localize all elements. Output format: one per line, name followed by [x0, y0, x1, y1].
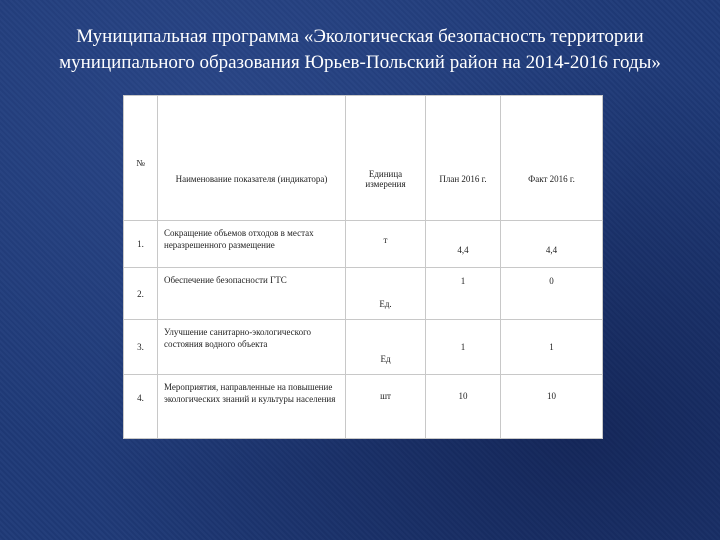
row-fact: 1 [501, 320, 603, 375]
title-line-1: Муниципальная программа «Экологическая безопасность территории [76, 26, 644, 47]
title-line-2: муниципального образования Юрьев-Польский район на 2014-2016 годы» [59, 52, 661, 73]
slide-title [20, 24, 700, 76]
header-name: Наименование показателя (индикатора) [158, 96, 346, 221]
row-plan: 4,4 [426, 221, 501, 268]
header-plan: План 2016 г. [426, 96, 501, 221]
header-fact: Факт 2016 г. [501, 96, 603, 221]
header-unit: Единица измерения [346, 96, 426, 221]
row-num: 2. [124, 268, 158, 320]
row-fact: 10 [501, 375, 603, 439]
row-plan: 1 [426, 320, 501, 375]
row-unit: т [346, 221, 426, 268]
row-plan: 1 [426, 268, 501, 320]
indicators-table [123, 95, 603, 439]
row-plan: 10 [426, 375, 501, 439]
row-unit: Ед. [346, 268, 426, 320]
row-name: Улучшение санитарно-экологического состояния водного объекта [158, 320, 346, 375]
table-row [124, 268, 603, 320]
row-unit: Ед [346, 320, 426, 375]
row-num: 1. [124, 221, 158, 268]
row-unit: шт [346, 375, 426, 439]
row-fact: 0 [501, 268, 603, 320]
table-row [124, 320, 603, 375]
row-name: Сокращение объемов отходов в местах неразрешенного размещение [158, 221, 346, 268]
table-row [124, 221, 603, 268]
table-row [124, 375, 603, 439]
indicators-table-container [123, 95, 602, 438]
table-header-row [124, 96, 603, 221]
row-name: Обеспечение безопасности ГТС [158, 268, 346, 320]
header-num: № [124, 96, 158, 221]
row-name: Мероприятия, направленные на повышение экологических знаний и культуры населения [158, 375, 346, 439]
row-fact: 4,4 [501, 221, 603, 268]
row-num: 3. [124, 320, 158, 375]
row-num: 4. [124, 375, 158, 439]
